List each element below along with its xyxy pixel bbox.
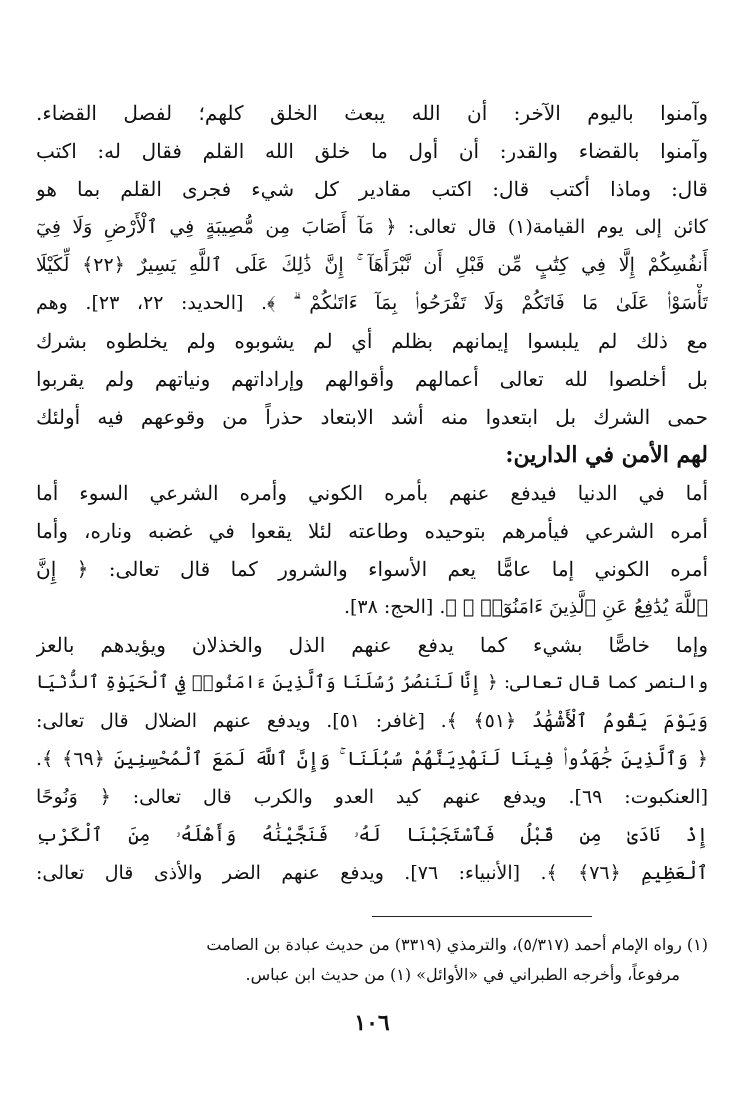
page-number: ١٠٦ <box>354 1010 390 1036</box>
footnote-divider <box>372 916 592 917</box>
footnotes <box>36 930 708 990</box>
text-line: ٱللَّهَ يُدَٰفِعُ عَنِ ٱلَّذِينَ ءَامَنُوٓا۟ ۗ ﴾. [الحج: ٣٨]. <box>343 596 708 618</box>
text-line: وآمنوا بالقضاء والقدر: أن أول ما خلق الله القلم فقال له: اكتب <box>36 139 708 163</box>
text-line: قال: وماذا أكتب قال: اكتب مقادير كل شيء فجرى القلم بما هو <box>36 177 708 201</box>
text-line: أَنفُسِكُمْ إِلَّا فِي كِتَٰبٍ مِّن قَبْلِ أَن نَّبْرَأَهَآ ۚ إِنَّ ذَٰلِكَ عَلَى ٱللَّهِ يَسِيرٌ ﴿٢٢﴾ لِّكَيْلَا <box>36 254 708 276</box>
text-line: إِذْ نَادَىٰ مِن قَبْلُ فَٱسْتَجَبْنَا لَهُۥ فَنَجَّيْنَٰهُ وَأَهْلَهُۥ مِنَ ٱلْكَرْبِ <box>36 824 708 846</box>
text-line: وَيَوْمَ يَقُومُ ٱلْأَشْهَٰدُ ﴿٥١﴾ ﴾. [غافر: ٥١]. ويدفع عنهم الضلال قال تعالى: <box>36 710 708 732</box>
text-line: أما في الدنيا فيدفع عنهم بأمره الكوني وأمره الشرعي السوء أما <box>36 481 708 505</box>
text-line: ٱلْعَظِيمِ ﴿٧٦﴾ ﴾. [الأنبياء: ٧٦]. ويدفع عنهم الضر والأذى قال تعالى: <box>36 862 708 884</box>
footnote-line: (١) رواه الإمام أحمد (٥/٣١٧)، والترمذي (٣٣١٩) من حديث عبادة بن الصامت <box>206 935 708 954</box>
text-line: كائن إلى يوم القيامة(١) قال تعالى: ﴿ مَآ أَصَابَ مِن مُّصِيبَةٍ فِي ٱلْأَرْضِ وَلَا فِيٓ <box>36 216 708 238</box>
text-line: وآمنوا باليوم الآخر: أن الله يبعث الخلق كلهم؛ لفصل القضاء. <box>36 101 708 125</box>
text-line: ﴿ وَٱلَّذِينَ جَٰهَدُوا۟ فِينَا لَنَهْدِيَنَّهُمْ سُبُلَنَا ۚ وَإِنَّ ٱللَّهَ لَمَعَ ٱلْمُحْسِنِينَ ﴿٦٩﴾ ﴾. <box>36 748 708 770</box>
text-line: مع ذلك لم يلبسوا إيمانهم بظلم أي لم يشوبوه ولم يخلطوه بشرك <box>36 329 708 353</box>
body-text <box>36 94 708 892</box>
text-line: والنصر كما قال تعالى: ﴿ إِنَّا لَنَنصُرُ رُسُلَنَا وَٱلَّذِينَ ءَامَنُوا۟ فِي ٱلْحَيَوٰةِ ٱلدُّنْيَا <box>36 672 708 693</box>
text-line: أمره الكوني إما عامًّا يعم الأسواء والشرور كما قال تعالى: ﴿ إِنَّ <box>36 557 708 581</box>
text-line: وإما خاصًّا بشيء كما يدفع عنهم الذل والخذلان ويؤيدهم بالعز <box>36 633 708 657</box>
text-line: بل أخلصوا لله تعالى أعمالهم وأقوالهم وإراداتهم ونياتهم ولم يقربوا <box>36 367 708 391</box>
footnote-line: مرفوعاً، وأخرجه الطبراني في «الأوائل» (١) من حديث ابن عباس. <box>245 965 680 984</box>
text-line: أمره الشرعي فيأمرهم بتوحيده وطاعته لئلا يقعوا في غضبه وناره، وأما <box>36 519 708 543</box>
text-line: [العنكبوت: ٦٩]. ويدفع عنهم كيد العدو والكرب قال تعالى: ﴿ وَنُوحًا <box>36 786 708 808</box>
text-line: حمى الشرك بل ابتعدوا منه أشد الابتعاد حذراً من وقوعهم فيه أولئك <box>36 405 708 429</box>
text-line: لهم الأمن في الدارين: <box>505 442 708 468</box>
text-line: تَأْسَوْا۟ عَلَىٰ مَا فَاتَكُمْ وَلَا تَفْرَحُوا۟ بِمَآ ءَاتَىٰكُمْ ۗ ﴾. [الحديد: ٢٢، ٢٣]. وهم <box>36 292 708 314</box>
